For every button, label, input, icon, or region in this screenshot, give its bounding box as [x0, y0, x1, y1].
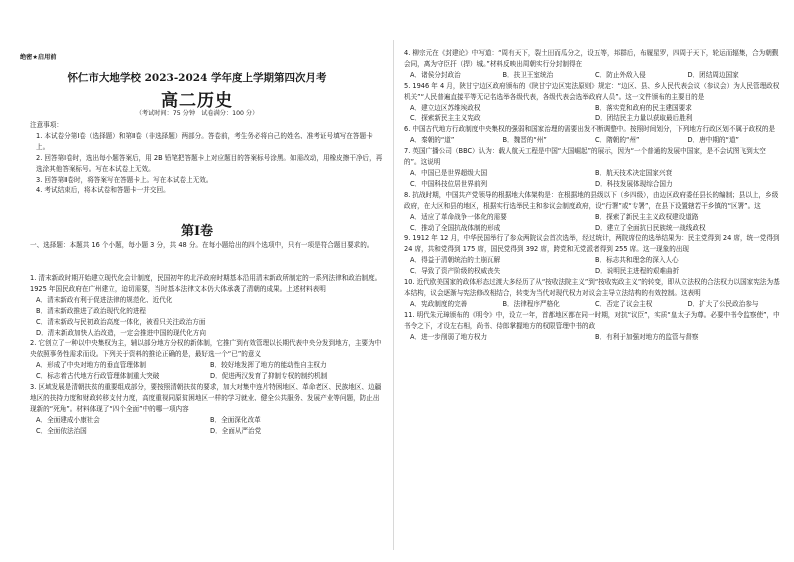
answer-option: A．形成了中央对地方的垂直管理体制 [36, 361, 147, 370]
answer-option: D．团结周边国家 [687, 70, 739, 79]
answer-option: C．全面依法治国 [36, 426, 87, 435]
options-row [30, 371, 384, 382]
question-stem: 3. 区域发展是清朝扶贫的重要组成部分，要按照清朝扶贫的要求，加大对集中连片特困地区、革命老区、民族地区、边疆地区的扶持力度和财政转移支付力度，高度重视同原贫困地区一样的学习就业、健全公共服务、发展产业等问题，防止出现新的“死角”。材料体现了“四个全面”中的哪一项内容 [30, 383, 382, 413]
answer-option: A．全面建成小康社会 [36, 415, 100, 424]
question-stem: 8. 抗战时期，中国共产党领导的根据地大体架构是：在根据地的县级以下（乡四级），由边区政府委任县长的编制；县以上，乡级政府，在大区和县的地区，根据实行选举民主和参议会制度政府，设“行署”或“专署”，在县下设置辖若干乡镇的“区署”。这 [404, 190, 779, 210]
answer-option: B．航天技术决定国家兴衰 [595, 168, 673, 177]
question-stem: 1. 清末新政时期开始建立现代化会计制度，民国初年的北洋政府时期基本沿用清末新政所制定的一系列法律和政治制度。1925 年国民政府在广州建立，迫切需要，当时基本法律文本仍大体承袭了清朝的成果。上述材料表明 [30, 274, 382, 293]
options-row [30, 426, 384, 437]
answer-option: A．进一步削弱了地方权力 [410, 332, 488, 341]
question [404, 146, 780, 190]
answer-option: C．隋朝的“州” [595, 136, 640, 145]
answer-option: D．建立了全面抗日民族统一战线政权 [595, 223, 706, 232]
answer-option: C．防止外敌入侵 [595, 70, 646, 79]
options-row [404, 179, 780, 190]
options-row [404, 103, 780, 114]
options-row [404, 255, 780, 266]
answer-option: B．探索了新民主主义政权建设道路 [595, 212, 699, 221]
options-row [404, 212, 780, 223]
subject-title: 高二历史 [161, 91, 233, 111]
answer-option: C．推动了全国抗战体制的形成 [410, 223, 501, 232]
options-row [404, 113, 780, 124]
instruction-item: 1. 本试卷分第Ⅰ卷（选择题）和第Ⅱ卷（非选择题）两部分。答卷前，考生务必将自己的姓名、准考证号填写在答题卡上。 [36, 131, 373, 151]
answer-option: C．否定了议会主权 [595, 299, 653, 308]
volume-heading: 第Ⅰ卷 [180, 224, 214, 239]
section-instruction: 一、选择题：本题共 16 个小题，每小题 3 分，共 48 分。在每小题给出的四个选项中，只有一项是符合题目要求的。 [30, 241, 374, 249]
answer-option: D．说明民主进程的艰难曲折 [595, 267, 680, 276]
answer-option: B．标志共和理念的深入人心 [595, 256, 679, 265]
exam-title: 怀仁市大地学校 2023-2024 学年度上学期第四次月考 [67, 72, 327, 84]
answer-option: B．落实党和政府的民主建国要求 [595, 103, 692, 112]
questions-left-column [30, 273, 384, 437]
question [30, 382, 384, 437]
question-stem: 5. 1946 年 4 月，陕甘宁边区政府颁布的《陕甘宁边区宪法原则》规定：“边区、县、乡人民代表会议（参议会）为人民管理政权机关”“人民普遍直接平等无记名选举各级代表，各级代表会选举政府人员”。这一文件颁布的主要目的是 [404, 81, 780, 101]
question [30, 338, 384, 382]
instruction-item: 3. 回答第Ⅱ卷时，将答案写在答题卡上。写在本试卷上无效。 [36, 175, 213, 184]
answer-option: D．扩大了公民政治参与 [687, 299, 759, 308]
exam-meta: （考试时间：75 分钟 试卷满分：100 分） [135, 110, 259, 117]
question [404, 233, 780, 277]
question-stem: 2. 它创立了一种以中央集权为主，辅以部分地方分权的新体制，它推广到有效管理以长期代表中央分发到地方，主要为中央依照事务性需求而设。下列关于资料的推论正确的是，最好选一个“已”的意义 [30, 339, 382, 359]
answer-option: A．中国已是世界超级大国 [410, 168, 488, 177]
question [404, 124, 780, 146]
instruction-item: 4. 考试结束后，将本试卷和答题卡一并交回。 [36, 186, 170, 195]
answer-option: C．探索新民主主义宪政 [410, 114, 481, 123]
answer-option: A．适应了革命战争一体化的需要 [410, 212, 507, 221]
answer-option: D．促进两汉发育了抑制专权的制约机制 [210, 372, 328, 381]
question-stem: 9. 1912 年 12 月，中华民国举行了参众两院议会首次选举，经过统计，两院席位的选举结果为：民主党得到 24 席，统一党得到 24 席，共和党得到 175 席，国民党得到 392 席，跨党和无党派者得到 255 席。这一现象的出现 [404, 234, 780, 254]
question-stem: 10. 近代欧美国家的政体形态过渡大多经历了从“按收法院主义”到“按收宪政主义”的转变，即从立法权的合法权力以国家宪法为基本结构，议会逐渐与宪法修改相结合，转变为当代对现代权力对议会主导立法结构的有效控制。这表明 [404, 278, 780, 297]
options-row [404, 266, 780, 277]
answer-option: C．标志着古代地方行政管理体制重大突破 [36, 372, 160, 381]
options-row [404, 332, 780, 343]
answer-option: D．清末新政加快人治改造，一定会推进中国的现代化方向 [36, 328, 206, 337]
secret-label: 绝密★启用前 [20, 54, 57, 61]
question [404, 277, 780, 310]
answer-option: C．清末新政与民初政治高度一体化，被看只关注政治方面 [36, 317, 206, 326]
instructions [30, 120, 384, 196]
instructions-heading: 注意事项： [30, 121, 63, 129]
answer-option: B．扶卫王室统治 [502, 70, 554, 79]
question-stem: 4. 柳宗元在《封建论》中写道：“周有天下，裂土田而瓜分之，设五等，邦群后，布履星罗，四周于天下，轮运而辐集，合为朝觐会同，离为守臣扞（捍）城。”材料反映出周朝实行分封制得在 [404, 49, 779, 68]
answer-option: B．法律程序严格化 [502, 299, 560, 308]
answer-option: D．团结民主力量以获取最后胜利 [595, 114, 693, 123]
answer-option: D．唐中期的“道” [687, 136, 739, 145]
question [404, 310, 780, 343]
answer-option: A．诸侯分封政治 [410, 70, 461, 79]
options-row [30, 360, 384, 371]
options-row [404, 168, 780, 179]
question [404, 190, 780, 234]
question-stem: 7. 英国广播公司（BBC）认为：载人航天工程是中国“大国崛起”的展示，因为“一个普通的发展中国家，是不会试图飞到太空的”。这说明 [404, 147, 766, 167]
question [404, 48, 780, 81]
question-stem: 11. 明代朱元璋颁布的《明令》中，设立一年，首都地区都在同一时期，对抗“议臣”，实质“皇太子为尊。必要中书令监察使”，中书令之下，才设左右相，尚书、侍郎掌握地方的权限管理中书的政 [404, 310, 780, 330]
options-row [404, 135, 780, 146]
answer-option: A．清末新政有利于促进法律的规范化、近代化 [36, 295, 173, 304]
answer-option: B．较好地发挥了地方的能动性自主权力 [210, 361, 327, 370]
options-row [404, 299, 780, 310]
options-row [404, 70, 780, 81]
answer-option: C．中国科技位居世界前列 [410, 179, 488, 188]
questions-right-column [404, 48, 780, 342]
question-stem: 6. 中国古代地方行政制度中央集权的强弱和国家治理的需要出发不断调整中。按照时间划分，下列地方行政区划不属于政权的是 [404, 125, 776, 134]
instruction-item: 2. 回答第Ⅰ卷时，选出每小题答案后，用 2B 铅笔把答题卡上对应题目的答案标号涂黑。如需改动，用橡皮擦干净后，再选涂其他答案标号。写在本试卷上无效。 [36, 153, 383, 173]
answer-option: A．宪政制度的完善 [410, 299, 468, 308]
question [30, 273, 384, 338]
options-row [404, 223, 780, 234]
question [404, 81, 780, 125]
answer-option: B．清末新政推进了政治现代化的进程 [36, 306, 147, 315]
answer-option: A．建立边区苏维埃政权 [410, 103, 481, 112]
answer-option: D．全面从严治党 [210, 426, 262, 435]
answer-option: B．全面深化改革 [210, 415, 261, 424]
answer-option: B．魏晋的“州” [502, 136, 547, 145]
answer-option: A．得益于清朝统治的土崩瓦解 [410, 256, 501, 265]
answer-option: C．导致了资产阶级的权威丧失 [410, 267, 501, 276]
answer-option: D．科技发展体现综合国力 [595, 179, 673, 188]
answer-option: A．秦朝的“道” [410, 136, 455, 145]
answer-option: B．有利于加强对地方的监管与督察 [595, 332, 699, 341]
options-row [30, 415, 384, 426]
